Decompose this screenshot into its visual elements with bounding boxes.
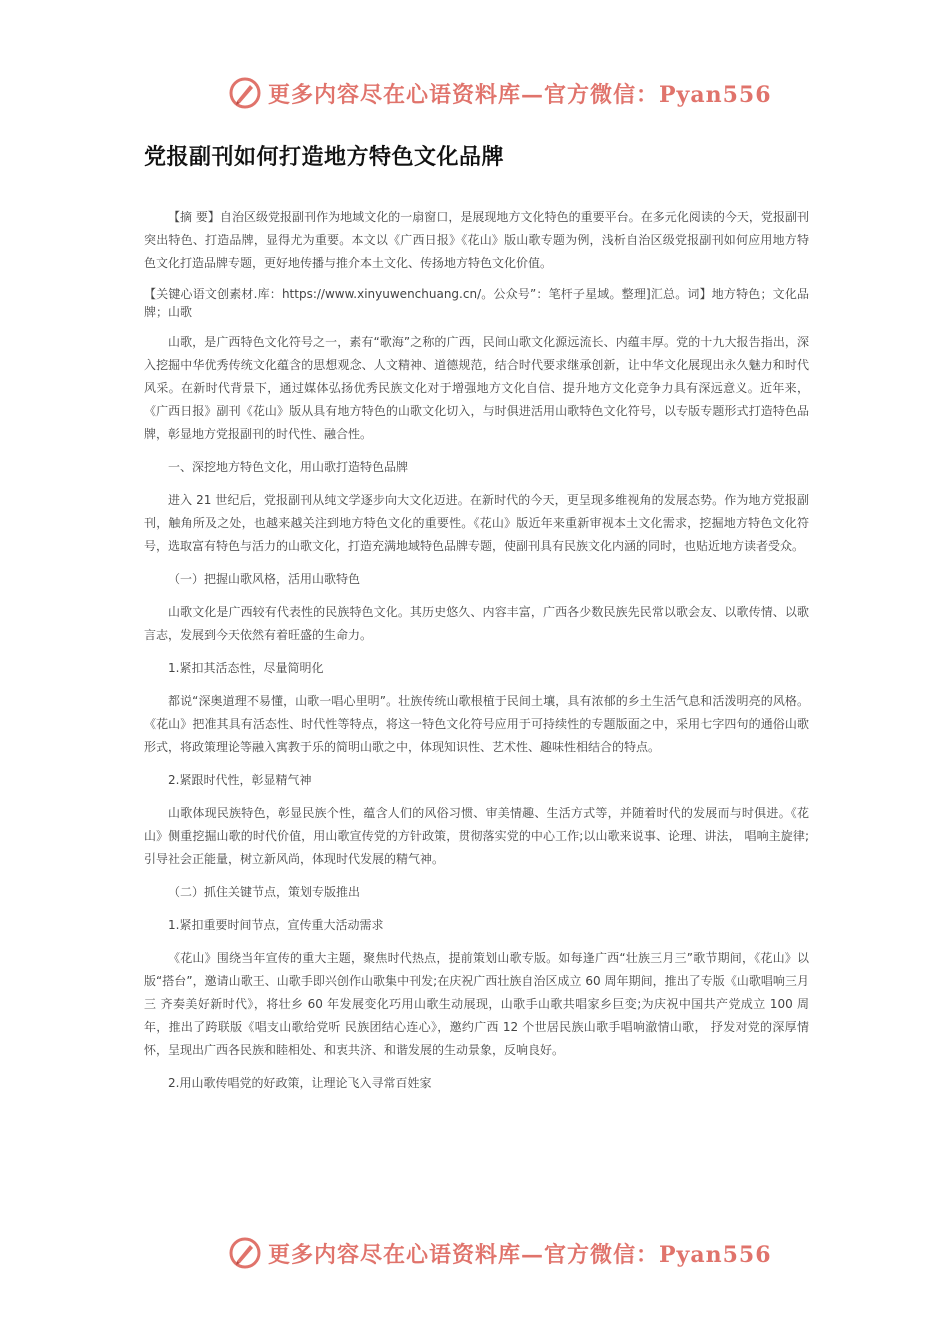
footer-banner (228, 1233, 772, 1273)
pen-flame-logo-icon (228, 1236, 262, 1270)
abstract-paragraph: 【摘 要】自治区级党报副刊作为地域文化的一扇窗口，是展现地方文化特色的重要平台。在多元化阅读的今天，党报副刊突出特色、打造品牌，显得尤为重要。本文以《广西日报》《花山》版山歌专题为例，浅析自治区级党报副刊如何应用地方特色文化打造品牌专题，更好地传播与推介本土文化、传扬地方特色文化价值。 (144, 210, 809, 270)
body-paragraph: 山歌体现民族特色，彰显民族个性，蕴含人们的风俗习惯、审美情趣、生活方式等，并随着时代的发展而与时俱进。《花山》侧重挖掘山歌的时代价值，用山歌宣传党的方针政策，贯彻落实党的中心工作;以山歌来说事、论理、讲法， 唱响主旋律;引导社会正能量，树立新风尚，体现时代发展的精气神。 (144, 806, 809, 866)
body-paragraph: 进入 21 世纪后，党报副刊从纯文学逐步向大文化迈进。在新时代的今天，更呈现多维视角的发展态势。作为地方党报副刊，触角所及之处，也越来越关注到地方特色文化的重要性。《花山》版近年来重新审视本土文化需求，挖掘地方特色文化符号，选取富有特色与活力的山歌文化，打造充满地域特色品牌专题，使副刊具有民族文化内涵的同时，也贴近地方读者受众。 (144, 493, 809, 553)
subsection-heading: （二）抓住关键节点，策划专版推出 (168, 885, 361, 899)
body-paragraph: 山歌，是广西特色文化符号之一，素有“歌海”之称的广西，民间山歌文化源远流长、内蕴丰厚。党的十九大报告指出，深入挖掘中华优秀传统文化蕴含的思想观念、人文精神、道德规范，结合时代要求继承创新，让中华文化展现出永久魅力和时代风采。在新时代背景下，通过媒体弘扬优秀民族文化对于增强地方文化自信、提升地方文化竞争力具有深远意义。近年来，《广西日报》副刊《花山》版从具有地方特色的山歌文化切入，与时俱进活用山歌特色文化符号，以专版专题形式打造特色品牌，彰显地方党报副刊的时代性、融合性。 (144, 335, 809, 441)
body-paragraph: 山歌文化是广西较有代表性的民族特色文化。其历史悠久、内容丰富，广西各少数民族先民常以歌会友、以歌传情、以歌言志，发展到今天依然有着旺盛的生命力。 (144, 605, 809, 642)
banner-text: 更多内容尽在心语资料库—官方微信：Pyan556 (268, 81, 772, 108)
document-title: 党报副刊如何打造地方特色文化品牌 (144, 145, 505, 170)
subsection-heading: （一）把握山歌风格，活用山歌特色 (168, 572, 361, 586)
section-heading: 一、深挖地方特色文化，用山歌打造特色品牌 (168, 460, 409, 474)
banner-text: 更多内容尽在心语资料库—官方微信：Pyan556 (268, 1241, 772, 1268)
item-heading: 1.紧扣其活态性，尽量简明化 (168, 661, 324, 675)
header-banner (228, 73, 772, 113)
body-paragraph: 都说“深奥道理不易懂，山歌一唱心里明”。壮族传统山歌根植于民间土壤，具有浓郁的乡土生活气息和活泼明亮的风格。《花山》把准其具有活态性、时代性等特点，将这一特色文化符号应用于可持续性的专题版面之中，采用七字四句的通俗山歌形式，将政策理论等融入寓教于乐的简明山歌之中，体现知识性、艺术性、趣味性相结合的特点。 (144, 694, 809, 754)
item-heading: 1.紧扣重要时间节点，宣传重大活动需求 (168, 918, 384, 932)
item-heading: 2.紧跟时代性，彰显精气神 (168, 773, 312, 787)
item-heading: 2.用山歌传唱党的好政策，让理论飞入寻常百姓家 (168, 1076, 432, 1090)
body-paragraph: 《花山》围绕当年宣传的重大主题，聚焦时代热点，提前策划山歌专版。如每逢广西“壮族三月三”歌节期间，《花山》以版“搭台”，邀请山歌王、山歌手即兴创作山歌集中刊发;在庆祝广西壮族自治区成立 60 周年期间，推出了专版《山歌唱响三月三 齐奏美好新时代》，将壮乡 60 年发展变化巧用山歌生动展现，山歌手山歌共唱家乡巨变;为庆祝中国共产党成立 100 周年，推出了跨联版《唱支山歌给党听 民族团结心连心》，邀约广西 12 个世居民族山歌手唱响澈情山歌， 抒发对党的深厚情怀，呈现出广西各民族和睦相处、和衷共济、和谐发展的生动景象，反响良好。 (144, 951, 809, 1057)
document-body (144, 206, 809, 1105)
pen-flame-logo-icon (228, 76, 262, 110)
keywords-paragraph: 【关键心语文创素材.库：https://www.xinyuwenchuang.cn/。公众号”：笔杆子星域。整理]汇总。词】地方特色；文化品牌；山歌 (144, 287, 809, 319)
